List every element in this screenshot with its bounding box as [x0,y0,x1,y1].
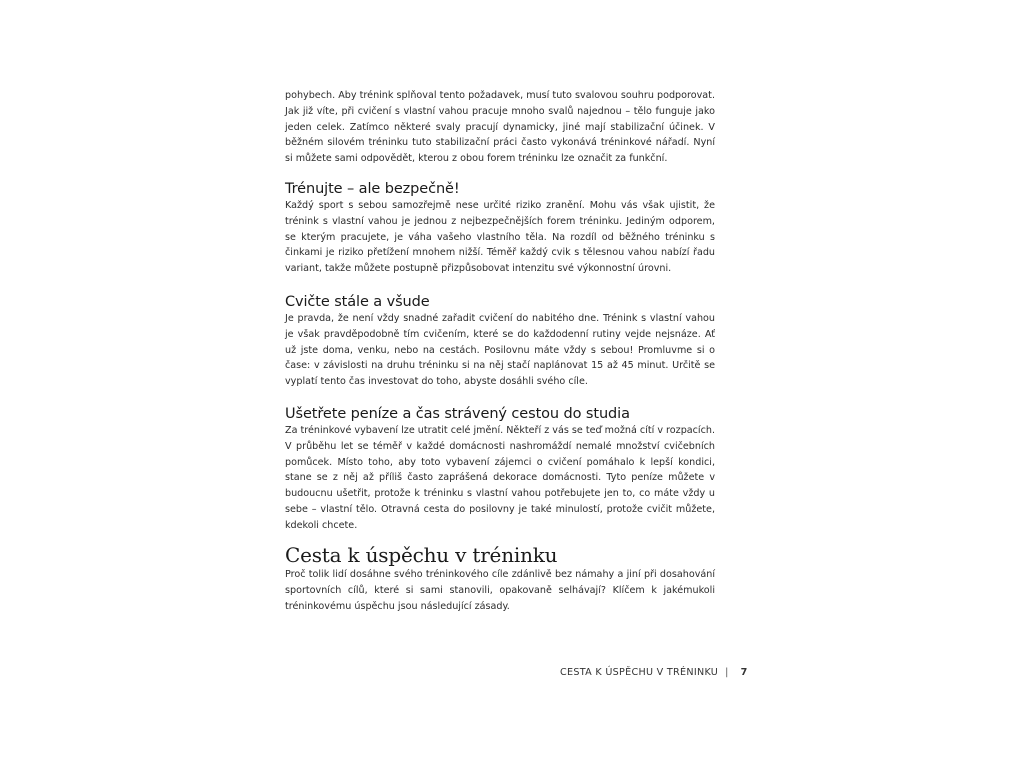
running-title: CESTA K ÚSPĚCHU V TRÉNINKU [560,667,719,678]
section-heading: Cvičte stále a všude [285,294,430,310]
intro-section [285,88,715,167]
section-safety [285,181,715,277]
page-footer [560,666,748,680]
chapter-section [285,543,715,614]
chapter-heading: Cesta k úspěchu v tréninku [285,543,558,567]
page-number: 7 [740,667,748,678]
section-heading: Trénujte – ale bezpečně! [285,181,460,197]
section-heading: Ušetřete peníze a čas strávený cestou do studia [285,406,630,422]
chapter-paragraph: Proč tolik lidí dosáhne svého tréninkového cíle zdánlivě bez námahy a jiní při dosahování sportovních cílů, které si sami stanovili, opakovaně selhávají? Klíčem k jakémukoli tréninkovému úspěchu jsou následující zásady. [285,569,715,612]
section-paragraph: Každý sport s sebou samozřejmě nese určité riziko zranění. Mohu vás však ujistit, že trénink s vlastní vahou je jednou z nejbezpečnějších forem tréninku. Jediným odporem, se kterým pracujete, je váha vašeho vlastního těla. Na rozdíl od běžného tréninku s činkami je riziko přetížení mnohem nižší. Téměř každý cvik s tělesnou vahou nabízí řadu variant, takže můžete postupně přizpůsobovat intenzitu své výkonnostní úrovni. [285,200,715,275]
section-paragraph: Je pravda, že není vždy snadné zařadit cvičení do nabitého dne. Trénink s vlastní vahou je však pravděpodobně tím cvičením, které se do každodenní rutiny vejde nejsnáze. Ať už jste doma, venku, nebo na cestách. Posilovnu máte vždy s sebou! Promluvme si o čase: v závislosti na druhu tréninku si na něj stačí naplánovat 15 až 45 minut. Určitě se vyplatí tento čas investovat do toho, abyste dosáhli svého cíle. [285,313,715,388]
section-save-money [285,406,715,534]
intro-paragraph: pohybech. Aby trénink splňoval tento požadavek, musí tuto svalovou souhru podporovat. Jak již víte, při cvičení s vlastní vahou pracuje mnoho svalů najednou – tělo funguje jako jeden celek. Zatímco některé svaly pracují dynamicky, jiné mají stabilizační účinek. V běžném silovém tréninku tuto stabilizační práci často vykonává tréninkové nářadí. Nyní si můžete sami odpovědět, kterou z obou forem tréninku lze označit za funkční. [285,90,715,165]
section-anywhere [285,294,715,390]
footer-separator: | [725,667,729,678]
section-paragraph: Za tréninkové vybavení lze utratit celé jmění. Někteří z vás se teď možná cítí v rozpacích. V průběhu let se téměř v každé domácnosti nashromáždí nemalé množství cvičebních pomůcek. Místo toho, aby toto vybavení zájemci o cvičení pomáhalo k lepší kondici, stane se z něj až příliš často zaprášená dekorace domácnosti. Tyto peníze můžete v budoucnu ušetřit, protože k tréninku s vlastní vahou potřebujete jen to, co máte vždy u sebe – vlastní tělo. Otravná cesta do posilovny je také minulostí, protože cvičit můžete, kdekoli chcete. [285,425,716,531]
